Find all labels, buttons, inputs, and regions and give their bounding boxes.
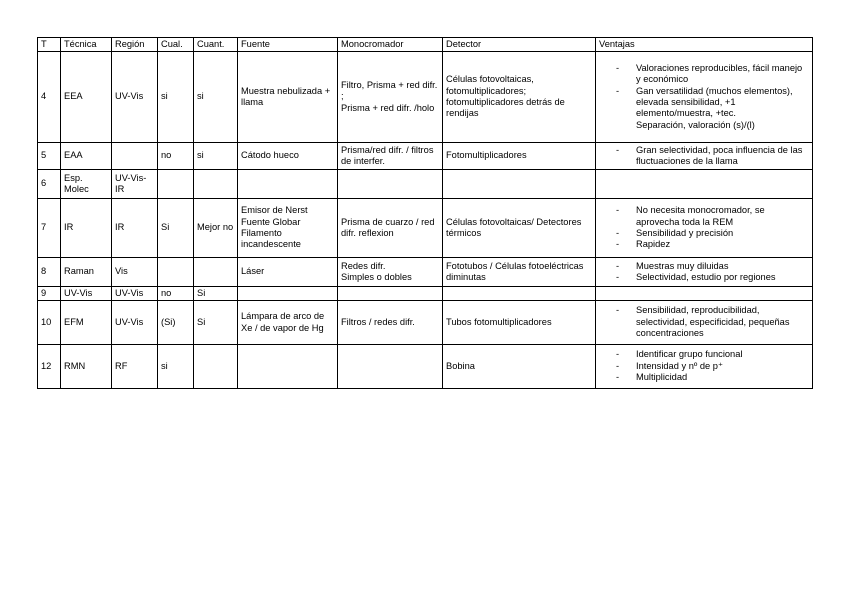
- cell-cuant: si: [194, 143, 238, 170]
- cell-fuente: Láser: [238, 258, 338, 287]
- cell-monocromador: Prisma de cuarzo / red difr. reflexion: [338, 199, 443, 258]
- header-region: Región: [112, 38, 158, 52]
- cell-detector: [443, 170, 596, 199]
- cell-t: 7: [38, 199, 61, 258]
- cell-fuente: Emisor de Nerst Fuente Globar Filamento incandescente: [238, 199, 338, 258]
- cell-fuente: Lámpara de arco de Xe / de vapor de Hg: [238, 301, 338, 345]
- ventaja-item: - Intensidad y nº de p⁺: [599, 361, 809, 372]
- cell-region: IR: [112, 199, 158, 258]
- cell-region: UV-Vis: [112, 301, 158, 345]
- cell-cual: [158, 258, 194, 287]
- cell-tecnica: Esp. Molec: [61, 170, 112, 199]
- ventaja-item: - Gan versatilidad (muchos elementos), elevada sensibilidad, +1 elemento/muestra, +tec.: [599, 86, 809, 120]
- cell-cual: no: [158, 287, 194, 301]
- cell-monocromador: Filtro, Prisma + red difr. ; Prisma + red difr. /holo: [338, 52, 443, 143]
- cell-ventajas: [596, 345, 813, 389]
- ventaja-item: - Sensibilidad, reproducibilidad, selectividad, especificidad, pequeñas concentraciones: [599, 305, 809, 339]
- ventaja-item: - Sensibilidad y precisión: [599, 228, 809, 239]
- cell-region: [112, 143, 158, 170]
- cell-fuente: Cátodo hueco: [238, 143, 338, 170]
- cell-fuente: Muestra nebulizada + llama: [238, 52, 338, 143]
- cell-detector: Tubos fotomultiplicadores: [443, 301, 596, 345]
- cell-cual: si: [158, 52, 194, 143]
- cell-region: UV-Vis: [112, 287, 158, 301]
- ventaja-item: - Rapidez: [599, 239, 809, 250]
- cell-ventajas: [596, 170, 813, 199]
- cell-t: 12: [38, 345, 61, 389]
- cell-t: 8: [38, 258, 61, 287]
- ventaja-item: - Valoraciones reproducibles, fácil manejo y económico: [599, 63, 809, 86]
- cell-tecnica: EEA: [61, 52, 112, 143]
- cell-monocromador: [338, 287, 443, 301]
- header-ventajas: Ventajas: [596, 38, 813, 52]
- header-fuente: Fuente: [238, 38, 338, 52]
- cell-cual: no: [158, 143, 194, 170]
- ventaja-item: - Selectividad, estudio por regiones: [599, 272, 809, 283]
- header-t: T: [38, 38, 61, 52]
- cell-tecnica: RMN: [61, 345, 112, 389]
- table-row: [38, 301, 813, 345]
- cell-region: RF: [112, 345, 158, 389]
- cell-monocromador: Redes difr. Simples o dobles: [338, 258, 443, 287]
- cell-cuant: [194, 258, 238, 287]
- table-row: [38, 345, 813, 389]
- cell-cuant: Mejor no: [194, 199, 238, 258]
- table-row: [38, 258, 813, 287]
- cell-monocromador: Prisma/red difr. / filtros de interfer.: [338, 143, 443, 170]
- table-row: [38, 52, 813, 143]
- header-tecnica: Técnica: [61, 38, 112, 52]
- cell-cual: (Si): [158, 301, 194, 345]
- cell-cuant: si: [194, 52, 238, 143]
- cell-tecnica: IR: [61, 199, 112, 258]
- table-row: [38, 170, 813, 199]
- cell-tecnica: EAA: [61, 143, 112, 170]
- cell-t: 10: [38, 301, 61, 345]
- cell-fuente: [238, 170, 338, 199]
- table-row: [38, 199, 813, 258]
- cell-cuant: Si: [194, 301, 238, 345]
- ventaja-item: - Multiplicidad: [599, 372, 809, 383]
- cell-detector: Células fotovoltaicas/ Detectores térmicos: [443, 199, 596, 258]
- header-row: [38, 38, 813, 52]
- cell-fuente: [238, 287, 338, 301]
- cell-region: UV-Vis-IR: [112, 170, 158, 199]
- cell-detector: Bobina: [443, 345, 596, 389]
- ventaja-item: - Muestras muy diluidas: [599, 261, 809, 272]
- cell-detector: Células fotovoltaicas, fotomultiplicadores; fotomultiplicadores detrás de rendijas: [443, 52, 596, 143]
- cell-t: 4: [38, 52, 61, 143]
- cell-ventajas: [596, 287, 813, 301]
- cell-detector: Fototubos / Células fotoeléctricas diminutas: [443, 258, 596, 287]
- cell-ventajas: [596, 52, 813, 143]
- cell-tecnica: Raman: [61, 258, 112, 287]
- cell-ventajas: [596, 143, 813, 170]
- ventaja-item: - No necesita monocromador, se aprovecha toda la REM: [599, 205, 809, 228]
- cell-cuant: [194, 170, 238, 199]
- table-row: [38, 287, 813, 301]
- techniques-table: [37, 37, 813, 389]
- cell-monocromador: [338, 345, 443, 389]
- cell-ventajas: [596, 199, 813, 258]
- cell-detector: [443, 287, 596, 301]
- cell-monocromador: Filtros / redes difr.: [338, 301, 443, 345]
- header-cuant: Cuant.: [194, 38, 238, 52]
- cell-t: 6: [38, 170, 61, 199]
- cell-t: 9: [38, 287, 61, 301]
- cell-ventajas: [596, 301, 813, 345]
- cell-cual: si: [158, 345, 194, 389]
- cell-cuant: Si: [194, 287, 238, 301]
- cell-cual: Si: [158, 199, 194, 258]
- table-row: [38, 143, 813, 170]
- cell-region: UV-Vis: [112, 52, 158, 143]
- ventaja-continuation: Separación, valoración (s)/(l): [636, 119, 755, 130]
- header-cual: Cual.: [158, 38, 194, 52]
- cell-tecnica: UV-Vis: [61, 287, 112, 301]
- ventaja-item: - Identificar grupo funcional: [599, 349, 809, 360]
- ventaja-item: - Gran selectividad, poca influencia de las fluctuaciones de la llama: [599, 145, 809, 168]
- cell-cual: [158, 170, 194, 199]
- cell-cuant: [194, 345, 238, 389]
- cell-region: Vis: [112, 258, 158, 287]
- cell-monocromador: [338, 170, 443, 199]
- cell-fuente: [238, 345, 338, 389]
- cell-tecnica: EFM: [61, 301, 112, 345]
- header-detector: Detector: [443, 38, 596, 52]
- cell-ventajas: [596, 258, 813, 287]
- header-monocromador: Monocromador: [338, 38, 443, 52]
- cell-detector: Fotomultiplicadores: [443, 143, 596, 170]
- cell-t: 5: [38, 143, 61, 170]
